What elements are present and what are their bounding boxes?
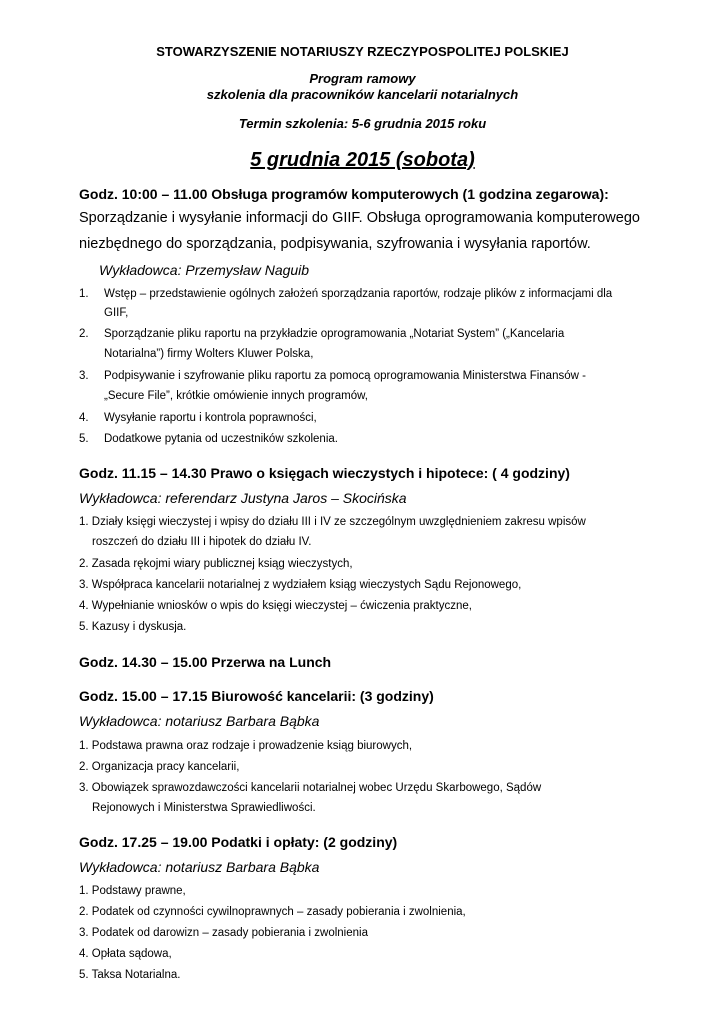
session-1-item-number: 4.	[79, 412, 89, 424]
session-4-item: 1. Podstawa prawna oraz rodzaje i prowadzenie ksiąg biurowych,	[79, 740, 413, 752]
session-1-item-text: Wysyłanie raportu i kontrola poprawności,	[104, 412, 317, 424]
session-1-lecturer: Wykładowca: Przemysław Naguib	[99, 262, 310, 278]
session-4-item: 3. Obowiązek sprawozdawczości kancelarii notarialnej wobec Urzędu Skarbowego, Sądów	[79, 782, 542, 794]
session-5-item: 5. Taksa Notarialna.	[79, 969, 181, 981]
session-1-item-text: GIIF,	[104, 307, 129, 319]
session-4-item: 2. Organizacja pracy kancelarii,	[79, 761, 240, 773]
session-1-item-number: 1.	[79, 288, 89, 300]
organization-name: STOWARZYSZENIE NOTARIUSZY RZECZYPOSPOLITEJ POLSKIEJ	[156, 44, 569, 59]
program-title: Program ramowy	[309, 71, 416, 86]
session-5-item: 1. Podstawy prawne,	[79, 885, 186, 897]
session-1-description-line2: niezbędnego do sporządzania, podpisywania, szyfrowania i wysyłania raportów.	[79, 236, 591, 252]
session-5-item: 4. Opłata sądowa,	[79, 948, 172, 960]
session-1-item-number: 3.	[79, 370, 89, 382]
session-1-item-text: Notarialna”) firmy Wolters Kluwer Polska,	[104, 348, 314, 360]
session-2-item: 5. Kazusy i dyskusja.	[79, 621, 187, 633]
session-4-item: Rejonowych i Ministerstwa Sprawiedliwości.	[92, 802, 316, 814]
session-1-item-text: „Secure File”, krótkie omówienie innych programów,	[104, 390, 368, 402]
session-5-heading: Godz. 17.25 – 19.00 Podatki i opłaty: (2 godziny)	[79, 834, 398, 850]
session-2-item: roszczeń do działu III i hipotek do działu IV.	[92, 536, 312, 548]
lunch-break-heading: Godz. 14.30 – 15.00 Przerwa na Lunch	[79, 654, 332, 670]
session-1-item-text: Sporządzanie pliku raportu na przykładzie oprogramowania „Notariat System” („Kancelaria	[104, 328, 565, 340]
session-2-item: 1. Działy księgi wieczystej i wpisy do działu III i IV ze szczególnym uwzględnieniem zakresu wpisów	[79, 516, 586, 528]
session-1-item-number: 5.	[79, 433, 89, 445]
session-1-heading: Godz. 10:00 – 11.00 Obsługa programów komputerowych (1 godzina zegarowa):	[79, 186, 609, 202]
session-2-item: 2. Zasada rękojmi wiary publicznej ksiąg wieczystych,	[79, 558, 353, 570]
session-2-item: 3. Współpraca kancelarii notarialnej z wydziałem ksiąg wieczystych Sądu Rejonowego,	[79, 579, 522, 591]
session-2-lecturer: Wykładowca: referendarz Justyna Jaros – Skocińska	[79, 490, 407, 506]
session-4-lecturer: Wykładowca: notariusz Barbara Bąbka	[79, 713, 320, 729]
session-1-item-text: Wstęp – przedstawienie ogólnych założeń sporządzania raportów, rodzaje plików z informacjami dla	[104, 288, 613, 300]
session-5-lecturer: Wykładowca: notariusz Barbara Bąbka	[79, 859, 320, 875]
session-1-item-text: Dodatkowe pytania od uczestników szkolenia.	[104, 433, 338, 445]
session-2-item: 4. Wypełnianie wniosków o wpis do księgi wieczystej – ćwiczenia praktyczne,	[79, 600, 472, 612]
session-2-heading: Godz. 11.15 – 14.30 Prawo o księgach wieczystych i hipotece: ( 4 godziny)	[79, 465, 570, 481]
session-5-item: 2. Podatek od czynności cywilnoprawnych – zasady pobierania i zwolnienia,	[79, 906, 466, 918]
session-4-heading: Godz. 15.00 – 17.15 Biurowość kancelarii: (3 godziny)	[79, 688, 434, 704]
session-5-item: 3. Podatek od darowizn – zasady pobierania i zwolnienia	[79, 927, 368, 939]
day-title: 5 grudnia 2015 (sobota)	[250, 149, 475, 171]
training-term: Termin szkolenia: 5-6 grudnia 2015 roku	[238, 116, 487, 131]
session-1-item-number: 2.	[79, 328, 89, 340]
session-1-description-line1: Sporządzanie i wysyłanie informacji do GIIF. Obsługa oprogramowania komputerowego	[79, 210, 640, 226]
session-1-item-text: Podpisywanie i szyfrowanie pliku raportu za pomocą oprogramowania Ministerstwa Finansów -	[104, 370, 586, 382]
program-subtitle: szkolenia dla pracowników kancelarii notarialnych	[206, 87, 519, 102]
